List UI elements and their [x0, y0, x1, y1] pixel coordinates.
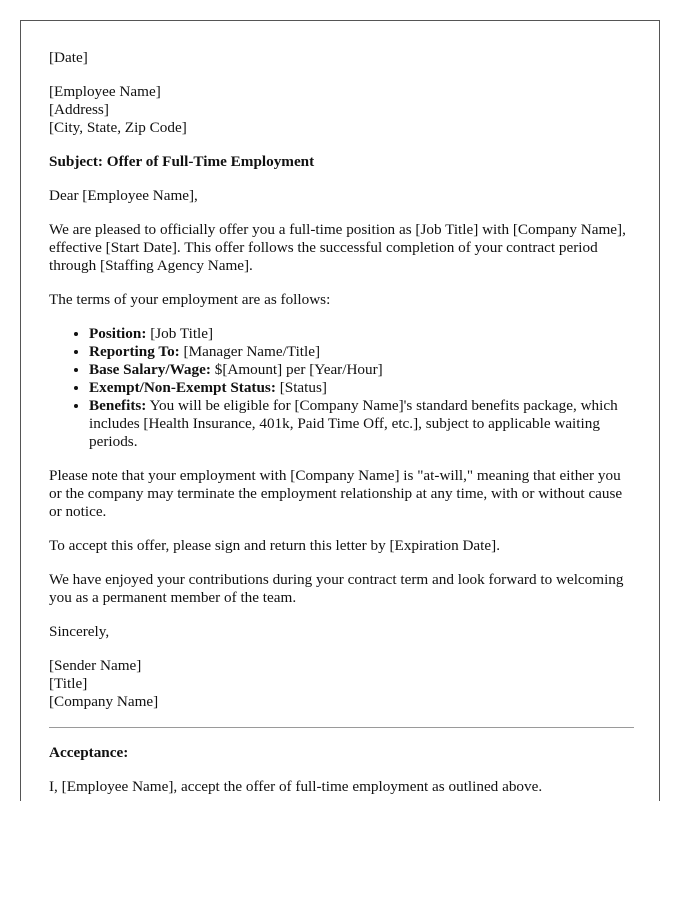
letter-content	[49, 49, 634, 801]
term-item	[89, 379, 634, 397]
sender-company: [Company Name]	[49, 693, 159, 710]
salutation: Dear [Employee Name],	[49, 187, 198, 204]
letter-date: [Date]	[49, 49, 88, 66]
recipient-address: [Address]	[49, 101, 109, 118]
intro-paragraph: We are pleased to officially offer you a full-time position as [Job Title] with [Company Name], effective [Start Date]. This offer follows the successful completion of your contract period through [Staffing Agency Name].	[49, 221, 626, 274]
term-item	[89, 325, 634, 343]
sign-off: Sincerely,	[49, 623, 110, 640]
term-label: Reporting To:	[89, 343, 180, 360]
term-value: [Manager Name/Title]	[179, 343, 321, 360]
at-will-paragraph: Please note that your employment with [Company Name] is "at-will," meaning that either you or the company may terminate the employment relationship at any time, with or without cause or notice.	[49, 467, 623, 520]
term-item	[89, 343, 634, 361]
term-label: Exempt/Non-Exempt Status:	[89, 379, 276, 396]
term-value: $[Amount] per [Year/Hour]	[210, 361, 383, 378]
term-value: You will be eligible for [Company Name]'s standard benefits package, which includes [Health Insurance, 401k, Paid Time Off, etc.], subject to applicable waiting periods.	[89, 397, 618, 450]
terms-intro: The terms of your employment are as follows:	[49, 291, 331, 308]
recipient-city-line: [City, State, Zip Code]	[49, 119, 187, 136]
acceptance-heading: Acceptance:	[49, 744, 129, 761]
term-value: [Status]	[275, 379, 327, 396]
sender-title: [Title]	[49, 675, 88, 692]
term-item	[89, 361, 634, 379]
sender-name: [Sender Name]	[49, 657, 142, 674]
recipient-block	[49, 83, 634, 137]
recipient-name: [Employee Name]	[49, 83, 161, 100]
sender-block	[49, 657, 634, 711]
terms-list	[49, 325, 634, 451]
section-divider	[49, 727, 634, 728]
acceptance-statement: I, [Employee Name], accept the offer of full-time employment as outlined above.	[49, 778, 543, 795]
subject-line: Subject: Offer of Full-Time Employment	[49, 153, 315, 170]
accept-instructions: To accept this offer, please sign and return this letter by [Expiration Date].	[49, 537, 500, 554]
term-value: [Job Title]	[146, 325, 214, 342]
term-label: Position:	[89, 325, 147, 342]
closing-paragraph: We have enjoyed your contributions during your contract term and look forward to welcoming you as a permanent member of the team.	[49, 571, 624, 606]
letter-page	[20, 20, 660, 801]
term-label: Base Salary/Wage:	[89, 361, 211, 378]
term-item	[89, 397, 634, 451]
term-label: Benefits:	[89, 397, 147, 414]
